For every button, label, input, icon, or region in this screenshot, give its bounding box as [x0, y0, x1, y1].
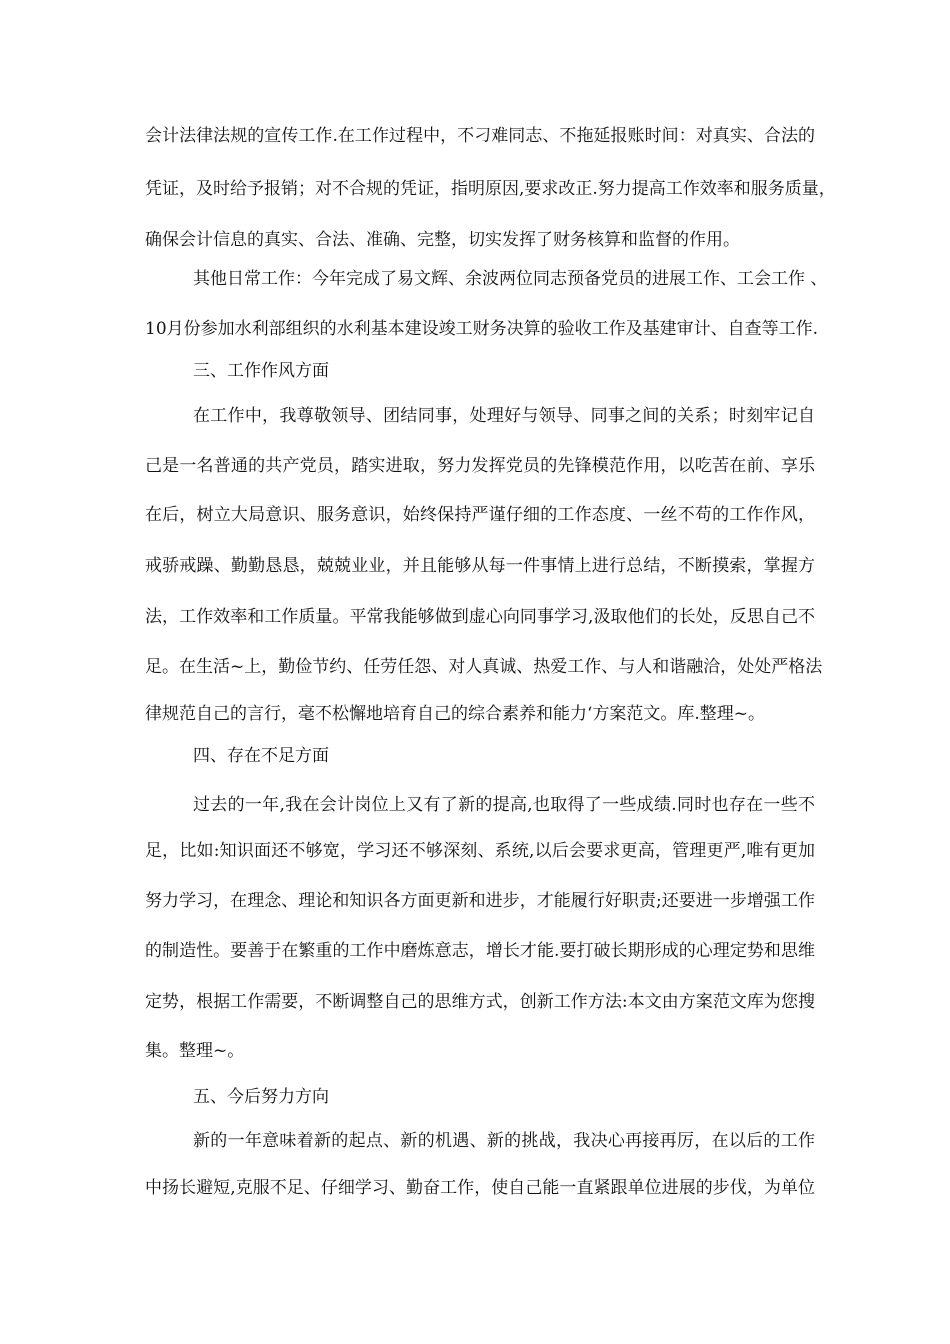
body-text-line: 确保会计信息的真实、合法、准确、完整，切实发挥了财务核算和监督的作用。	[145, 230, 740, 250]
body-text-line: 凭证，及时给予报销；对不合规的凭证，指明原因,要求改正.努力提高工作效率和服务质量，	[145, 179, 836, 199]
body-text-line: 10月份参加水利部组织的水利基本建设竣工财务决算的验收工作及基建审计、自查等工作.	[145, 319, 819, 339]
body-text-line: 的制造性。要善于在繁重的工作中磨炼意志，增长才能.要打破长期形成的心理定势和思维	[145, 941, 815, 961]
body-text-line: 集。整理~。	[145, 1041, 245, 1061]
body-text-line: 中扬长避短,克服不足、仔细学习、勤奋工作，使自己能一直紧跟单位进展的步伐，为单位	[145, 1178, 815, 1198]
body-text-line: 在后，树立大局意识、服务意识，始终保持严谨仔细的工作态度、一丝不苟的工作作风，	[145, 505, 815, 525]
body-text-line: 定势，根据工作需要，不断调整自己的思维方式，创新工作方法:本文由方案范文库为您搜	[145, 992, 815, 1012]
body-text-line: 会计法律法规的宣传工作.在工作过程中，不刁难同志、不拖延报账时间：对真实、合法的	[145, 126, 815, 146]
body-text-line: 己是一名普通的共产党员，踏实进取，努力发挥党员的先锋模范作用，以吃苦在前、享乐	[145, 456, 815, 476]
body-text-line: 努力学习，在理念、理论和知识各方面更新和进步，才能履行好职责;还要进一步增强工作	[145, 891, 815, 911]
section-heading: 三、工作作风方面	[193, 361, 329, 381]
body-text-line: 其他日常工作：今年完成了易文辉、余波两位同志预备党员的进展工作、工会工作 、	[193, 269, 828, 289]
body-text-line: 足。在生活~上，勤俭节约、任劳任怨、对人真诚、热爱工作、与人和谐融洽，处处严格法	[145, 657, 823, 677]
body-text-line: 律规范自己的言行，毫不松懈地培育自己的综合素养和能力‘方案范文。库.整理~。	[145, 704, 766, 724]
body-text-line: 过去的一年,我在会计岗位上又有了新的提高,也取得了一些成绩.同时也存在一些不	[193, 795, 815, 815]
body-text-line: 戒骄戒躁、勤勤恳恳，兢兢业业，并且能够从每一件事情上进行总结，不断摸索，掌握方	[145, 556, 815, 576]
section-heading: 五、今后努力方向	[193, 1087, 329, 1107]
body-text-line: 法，工作效率和工作质量。平常我能够做到虚心向同事学习,汲取他们的长处，反思自己不	[145, 607, 815, 627]
body-text-line: 新的一年意味着新的起点、新的机遇、新的挑战，我决心再接再厉，在以后的工作	[193, 1131, 815, 1151]
body-text-line: 足，比如:知识面还不够宽，学习还不够深刻、系统,以后会要求更高，管理更严,唯有更加	[145, 841, 815, 861]
section-heading: 四、存在不足方面	[193, 746, 329, 766]
body-text-line: 在工作中，我尊敬领导、团结同事，处理好与领导、同事之间的关系；时刻牢记自	[193, 406, 815, 426]
